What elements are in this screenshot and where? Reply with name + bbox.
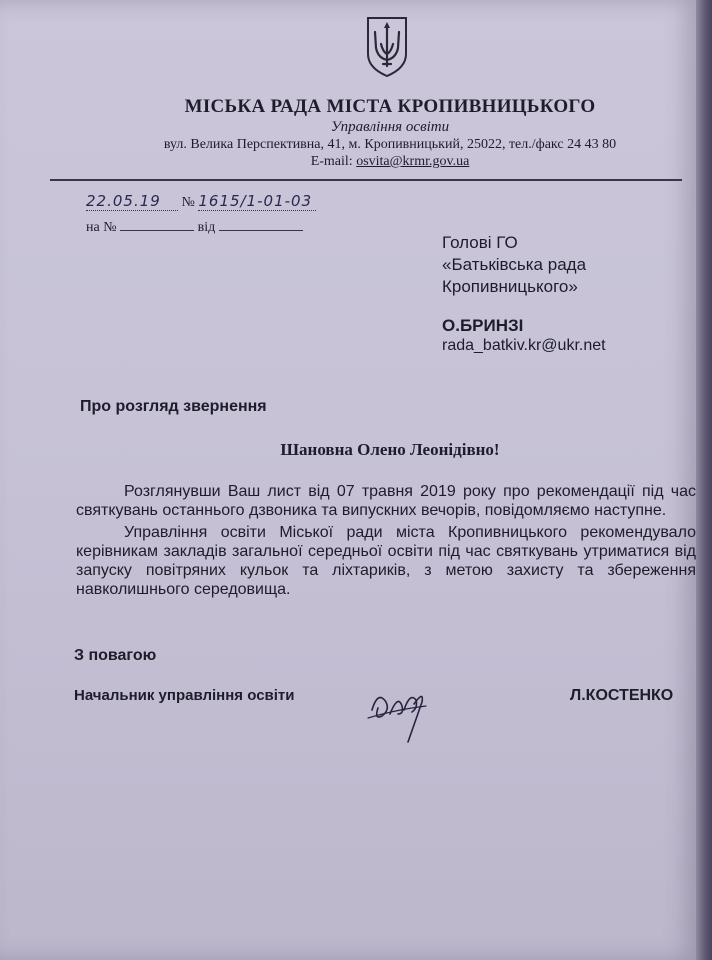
ref-date-blank <box>219 218 303 231</box>
paragraph-1: Розглянувши Ваш лист від 07 травня 2019 року про рекомендації під час святкувань останнього дзвоника та випускних вечорів, повідомляємо наступне. <box>76 483 696 519</box>
addressee-name: О.БРИНЗІ <box>442 316 524 335</box>
registration-line <box>86 192 316 211</box>
ref-label: на № <box>86 220 117 235</box>
signer-name: Л.КОСТЕНКО <box>570 687 674 704</box>
org-email-line <box>0 154 712 170</box>
letter-subject: Про розгляд звернення <box>80 398 267 415</box>
email-label: E-mail: <box>310 154 353 169</box>
signer-position: Начальник управління освіти <box>74 687 295 704</box>
ukraine-trident-icon <box>362 14 412 78</box>
org-email-link[interactable]: osvita@krmr.gov.ua <box>356 154 470 169</box>
ref-number-blank <box>120 218 194 231</box>
from-label: від <box>197 220 216 235</box>
registration-number: 1615/1-01-03 <box>198 192 316 211</box>
registration-date: 22.05.19 <box>86 192 178 211</box>
paragraph-2: Управління освіти Міської ради міста Кропивницького рекомендувало керівникам закладів загальної середньої освіти під час святкувань утриматися від запуску повітряних кульок та ліхтариків, з метою захисту та збереження навколишнього середовища. <box>76 524 696 598</box>
salutation: Шановна Олено Леонідівно! <box>280 440 500 459</box>
signature-icon <box>364 680 436 746</box>
addressee-block <box>442 232 586 298</box>
addressee-line-2: «Батьківська рада <box>442 255 587 274</box>
header-divider <box>50 179 682 181</box>
addressee-line-1: Голові ГО <box>442 233 518 252</box>
department-name: Управління освіти <box>330 119 450 135</box>
org-title: МІСЬКА РАДА МІСТА КРОПИВНИЦЬКОГО <box>184 96 596 117</box>
addressee-line-3: Кропивницького» <box>442 277 578 296</box>
closing: З повагою <box>74 647 157 664</box>
addressee-email: rada_batkiv.kr@ukr.net <box>442 337 606 354</box>
number-label: № <box>181 195 195 210</box>
org-address: вул. Велика Перспективна, 41, м. Кропивницький, 25022, тел./факс 24 43 80 <box>163 137 617 152</box>
reference-line <box>86 218 303 236</box>
